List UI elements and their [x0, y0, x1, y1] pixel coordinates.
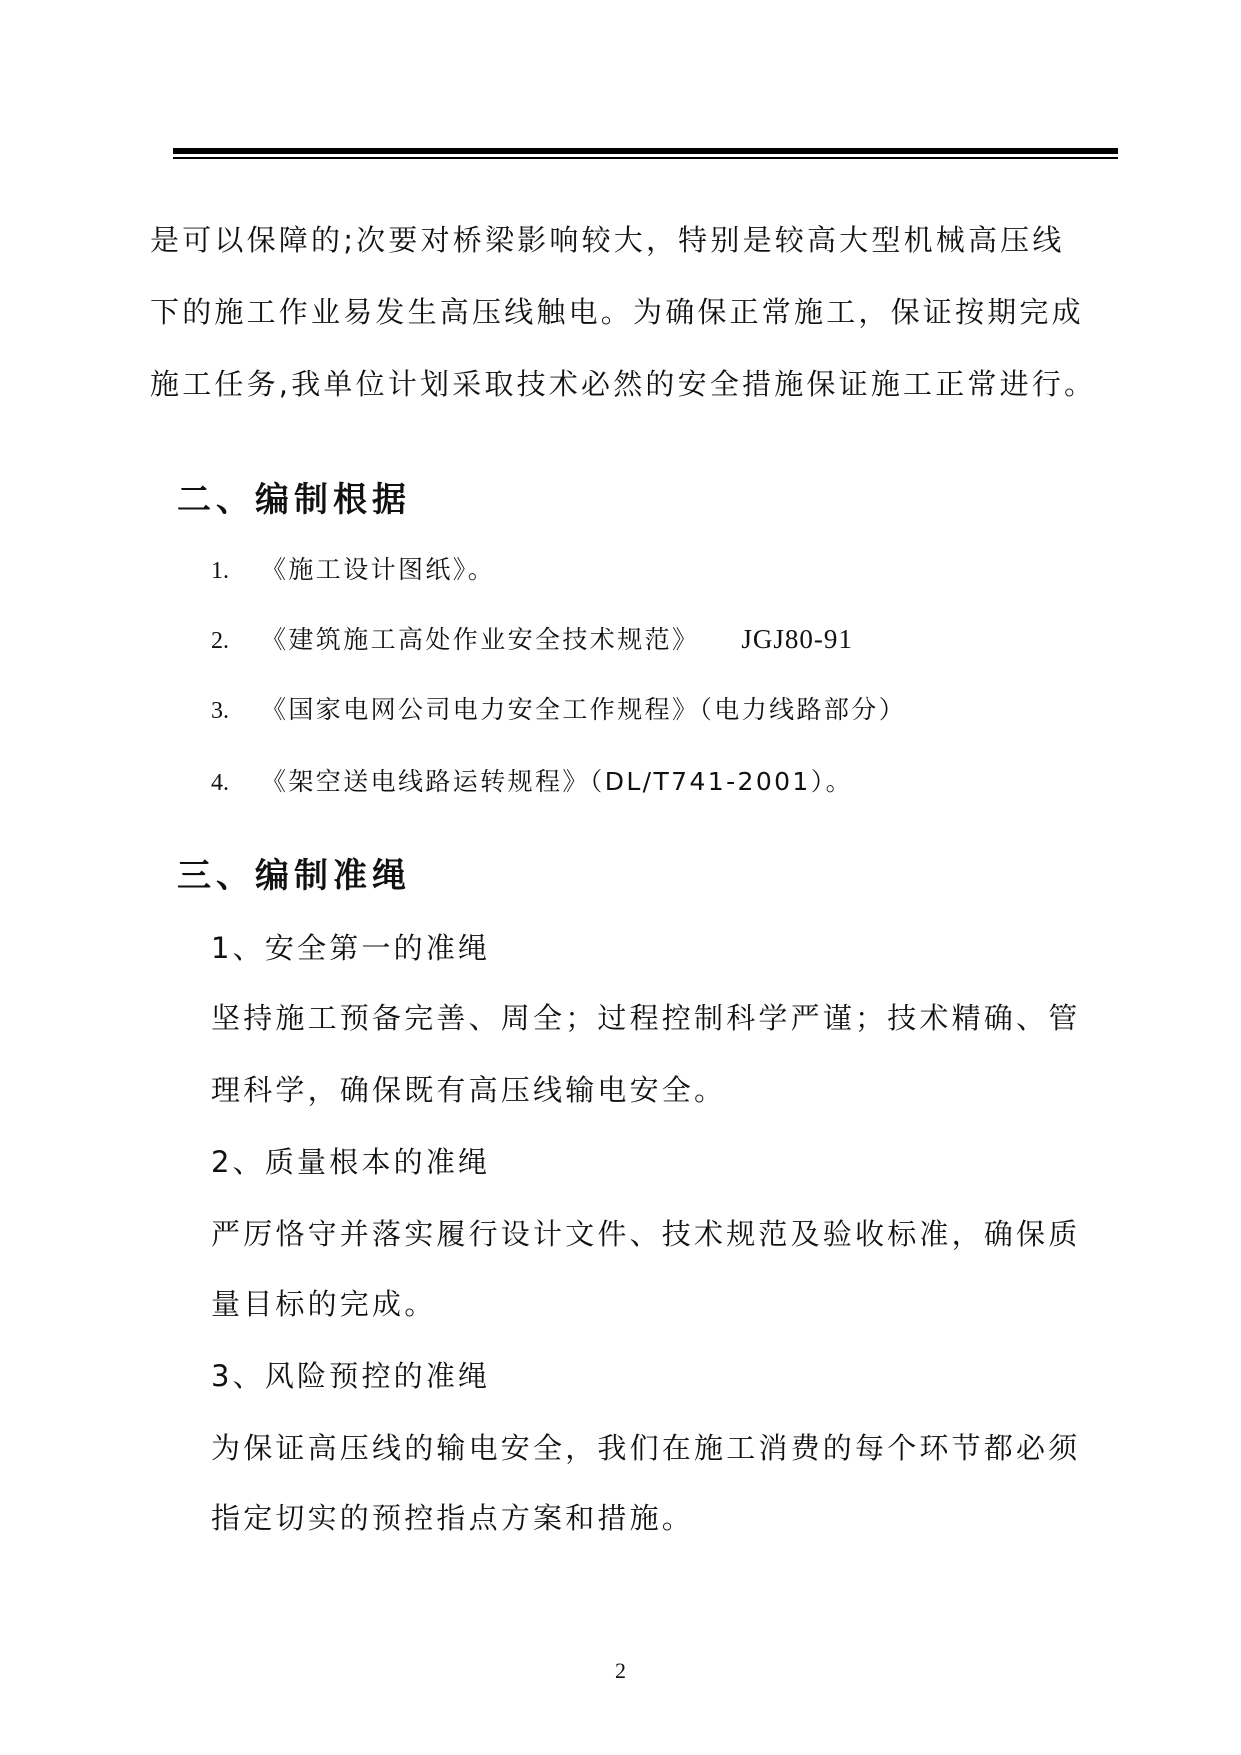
intro-line-2: 下的施工作业易发生高压线触电。为确保正常施工，保证按期完成	[150, 295, 1084, 329]
reference-number: 3.	[211, 698, 229, 724]
section-heading-basis: 二、编制根据	[177, 480, 411, 520]
reference-number: 1.	[211, 558, 229, 584]
reference-code: JGJ80-91	[741, 624, 853, 654]
reference-item	[211, 620, 853, 656]
principle-title: 1、安全第一的准绳	[211, 931, 491, 965]
principle-body-line: 严厉恪守并落实履行设计文件、技术规范及验收标准，确保质	[211, 1217, 1081, 1251]
reference-item	[211, 690, 906, 726]
principle-body-line: 坚持施工预备完善、周全；过程控制科学严谨；技术精确、管	[211, 1001, 1081, 1035]
header-rule-thin	[173, 157, 1118, 159]
principle-body-line: 为保证高压线的输电安全，我们在施工消费的每个环节都必须	[211, 1431, 1081, 1465]
section-heading-principles: 三、编制准绳	[177, 856, 411, 896]
intro-line-3: 施工任务,我单位计划采取技术必然的安全措施保证施工正常进行。	[150, 367, 1097, 401]
reference-title: 《架空送电线路运转规程》（DL/T741-2001）。	[261, 767, 854, 796]
reference-number: 4.	[211, 770, 229, 796]
principle-body-line: 量目标的完成。	[211, 1287, 437, 1321]
principle-title: 2、质量根本的准绳	[211, 1145, 491, 1179]
page-number: 2	[615, 1658, 626, 1683]
reference-number: 2.	[211, 628, 229, 654]
reference-item	[211, 762, 853, 798]
reference-title: 《国家电网公司电力安全工作规程》（电力线路部分）	[261, 695, 907, 724]
reference-title: 《建筑施工高处作业安全技术规范》	[261, 625, 700, 654]
principle-body-line: 理科学，确保既有高压线输电安全。	[211, 1073, 727, 1107]
principle-title: 3、风险预控的准绳	[211, 1359, 491, 1393]
header-rule-thick	[173, 148, 1118, 154]
reference-item	[211, 550, 495, 586]
reference-title: 《施工设计图纸》。	[261, 555, 496, 584]
principle-body-line: 指定切实的预控指点方案和措施。	[211, 1501, 695, 1535]
intro-line-1: 是可以保障的;次要对桥梁影响较大，特别是较高大型机械高压线	[150, 223, 1065, 257]
